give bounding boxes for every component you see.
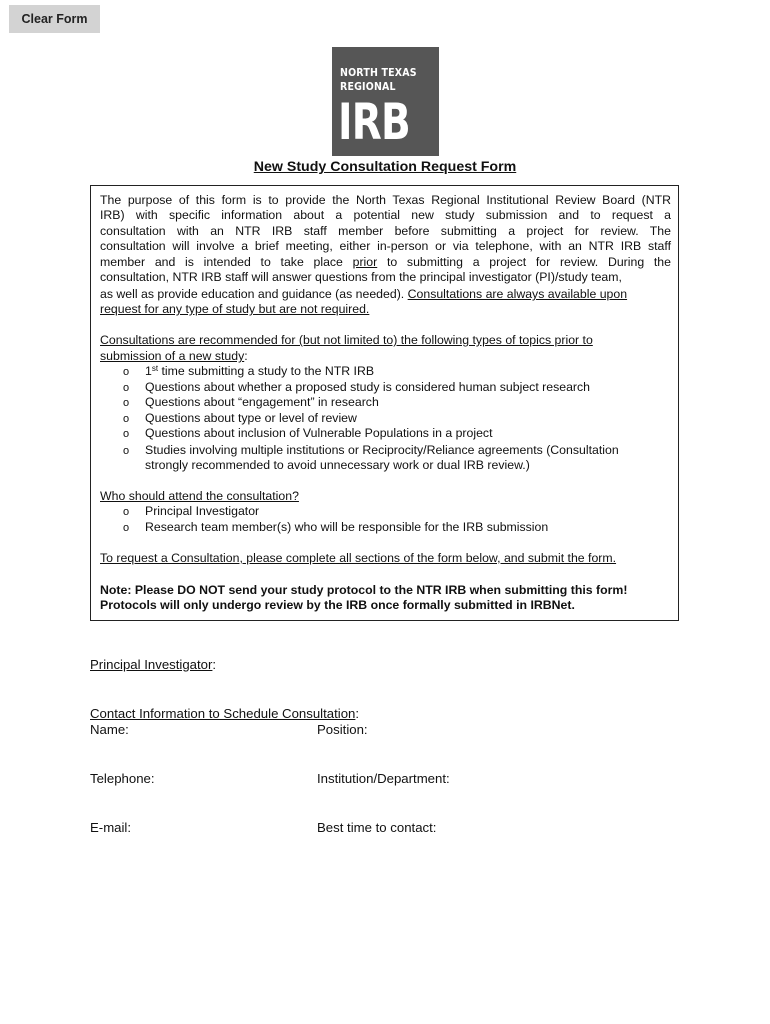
logo-line-2: REGIONAL xyxy=(340,81,396,93)
bullet-icon: o xyxy=(123,413,130,425)
form-title: New Study Consultation Request Form xyxy=(253,159,517,175)
intro-line: consultation will involve a brief meeting, either in-person or via telephone, with an NTR IRB staff xyxy=(100,239,671,253)
bullet-icon: o xyxy=(123,382,130,394)
attend-heading: Who should attend the consultation? xyxy=(100,489,299,503)
ntr-irb-logo xyxy=(332,47,439,156)
bullet-icon: o xyxy=(123,397,130,409)
intro-availability-note: request for any type of study but are not required. xyxy=(100,302,370,316)
intro-availability-note: Consultations are always available upon xyxy=(407,287,628,301)
ordinal-suffix: st xyxy=(151,364,159,373)
topics-heading-text: submission of a new study xyxy=(100,349,245,363)
bullet-icon: o xyxy=(123,506,130,518)
protocol-note: Note: Please DO NOT send your study protocol to the NTR IRB when submitting this form! xyxy=(100,583,628,597)
list-item xyxy=(145,364,374,379)
list-item: strongly recommended to avoid unnecessary work or dual IRB review.) xyxy=(145,458,530,472)
intro-line: consultation with an NTR IRB staff member before submitting a project for review. The xyxy=(100,224,671,238)
clear-form-button[interactable]: Clear Form xyxy=(9,5,100,33)
intro-text: to submitting a project for review. During the xyxy=(377,255,671,269)
list-item: Research team member(s) who will be responsible for the IRB submission xyxy=(145,520,549,534)
institution-label: Institution/Department: xyxy=(317,771,450,786)
intro-text: as well as provide education and guidance (as needed). xyxy=(100,287,408,301)
email-label: E-mail: xyxy=(90,820,132,835)
protocol-note: Protocols will only undergo review by the IRB once formally submitted in IRBNet. xyxy=(100,598,575,612)
list-item-text: time submitting a study to the NTR IRB xyxy=(158,364,375,378)
list-item: Questions about “engagement” in research xyxy=(145,395,379,409)
intro-line xyxy=(100,287,627,302)
contact-heading-text: Contact Information to Schedule Consultation xyxy=(90,706,356,721)
bullet-icon: o xyxy=(123,522,130,534)
topics-heading: Consultations are recommended for (but not limited to) the following types of topics prior to xyxy=(100,333,593,347)
list-item: Questions about inclusion of Vulnerable Populations in a project xyxy=(145,426,493,440)
intro-line xyxy=(100,255,671,270)
topics-colon: : xyxy=(244,349,248,363)
bullet-icon: o xyxy=(123,366,130,378)
intro-prior-emphasis: prior xyxy=(352,255,378,269)
name-label: Name: xyxy=(90,722,129,737)
list-item: Principal Investigator xyxy=(145,504,260,518)
telephone-label: Telephone: xyxy=(90,771,155,786)
contact-heading xyxy=(90,706,359,722)
pi-label xyxy=(90,657,216,673)
list-item: Questions about whether a proposed study is considered human subject research xyxy=(145,380,590,394)
contact-colon: : xyxy=(355,706,360,721)
list-item: Questions about type or level of review xyxy=(145,411,357,425)
pi-colon: : xyxy=(212,657,217,672)
bullet-icon: o xyxy=(123,428,130,440)
list-item: Studies involving multiple institutions or Reciprocity/Reliance agreements (Consultation xyxy=(145,443,619,457)
position-label: Position: xyxy=(317,722,368,737)
intro-line: consultation, NTR IRB staff will answer questions from the principal investigator (PI)/study team, xyxy=(100,270,622,284)
intro-line: The purpose of this form is to provide the North Texas Regional Institutional Review Board (NTR xyxy=(100,193,671,207)
request-instruction: To request a Consultation, please complete all sections of the form below, and submit the form. xyxy=(100,551,617,565)
list-item-text: 1 xyxy=(145,364,152,378)
intro-text: member and is intended to take place xyxy=(100,255,353,269)
best-time-label: Best time to contact: xyxy=(317,820,437,835)
logo-irb: IRB xyxy=(338,93,410,151)
logo-line-1: NORTH TEXAS xyxy=(340,67,417,79)
topics-heading xyxy=(100,349,248,364)
intro-line: IRB) with specific information about a potential new study submission and to request a xyxy=(100,208,671,222)
bullet-icon: o xyxy=(123,445,130,457)
pi-label-text: Principal Investigator xyxy=(90,657,213,672)
